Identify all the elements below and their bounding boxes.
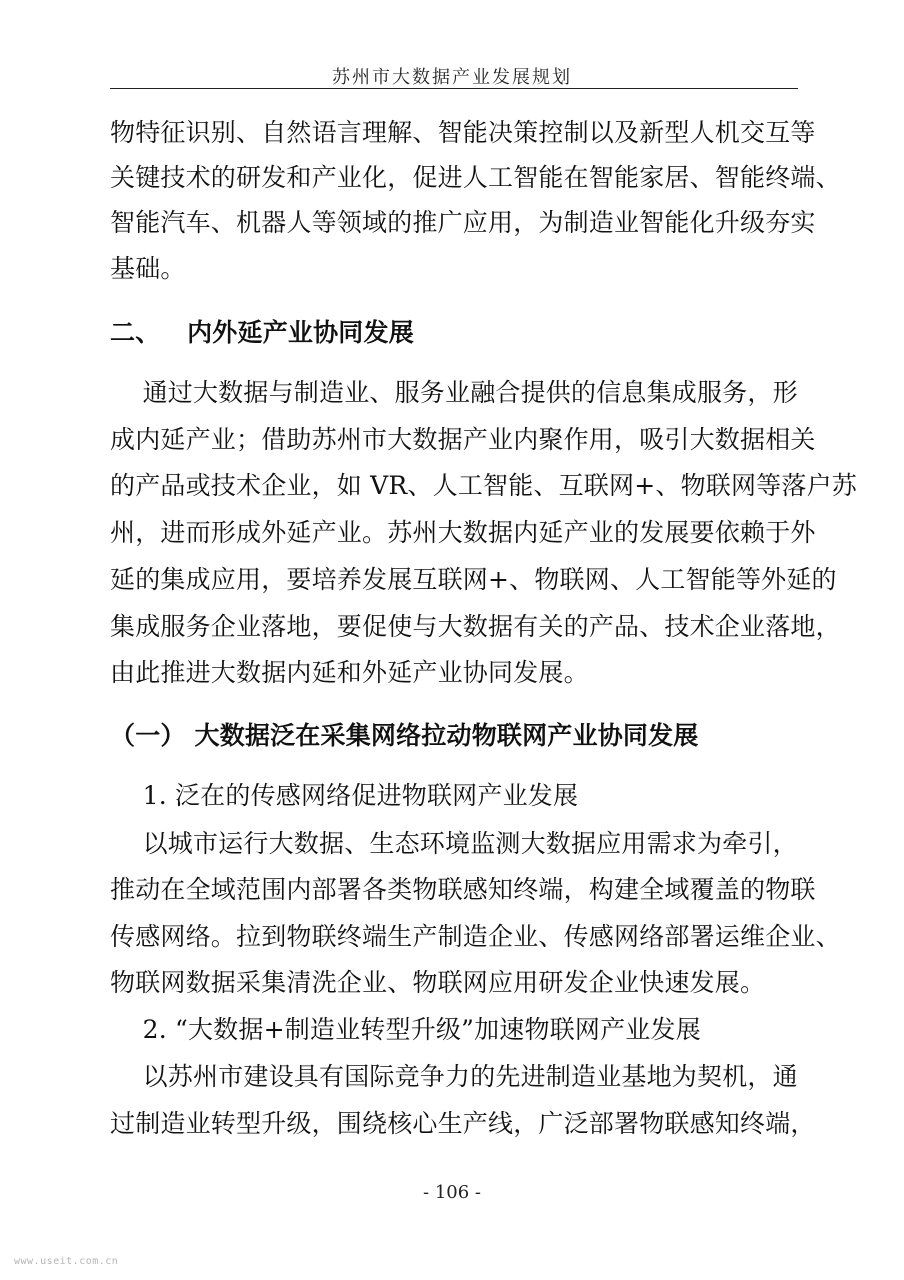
numbered-item-heading: 1. 泛在的传感网络促进物联网产业发展 <box>110 781 579 810</box>
header-divider <box>110 88 798 89</box>
body-line: 基础。 <box>110 254 186 283</box>
body-line: 推动在全域范围内部署各类物联感知终端，构建全域覆盖的物联 <box>110 875 816 904</box>
body-line: 以城市运行大数据、生态环境监测大数据应用需求为牵引， <box>110 829 798 858</box>
body-line: 成内延产业；借助苏州市大数据产业内聚作用，吸引大数据相关 <box>110 425 816 454</box>
body-line: 延的集成应用，要培养发展互联网+、物联网、人工智能等外延的 <box>110 565 837 594</box>
body-line: 物联网数据采集清洗企业、物联网应用研发企业快速发展。 <box>110 968 766 997</box>
page-number: - 106 - <box>423 1182 481 1203</box>
section-heading: 二、 内外延产业协同发展 <box>110 318 414 347</box>
page-header-title: 苏州市大数据产业发展规划 <box>332 67 572 88</box>
body-line: 过制造业转型升级，围绕核心生产线，广泛部署物联感知终端， <box>110 1109 816 1138</box>
body-line: 的产品或技术企业，如 VR、人工智能、互联网+、物联网等落户苏 <box>110 471 857 500</box>
body-line: 智能汽车、机器人等领域的推广应用，为制造业智能化升级夯实 <box>110 208 816 237</box>
body-line: 物特征识别、自然语言理解、智能决策控制以及新型人机交互等 <box>110 118 816 147</box>
watermark: www.useit.com.cn <box>14 1256 119 1267</box>
body-line: 由此推进大数据内延和外延产业协同发展。 <box>110 658 589 687</box>
body-line: 传感网络。拉到物联终端生产制造企业、传感网络部署运维企业、 <box>110 922 841 951</box>
numbered-item-heading: 2. “大数据+制造业转型升级”加速物联网产业发展 <box>110 1015 701 1044</box>
body-line: 通过大数据与制造业、服务业融合提供的信息集成服务，形 <box>110 378 798 407</box>
body-line: 关键技术的研发和产业化，促进人工智能在智能家居、智能终端、 <box>110 163 841 192</box>
body-line: 州，进而形成外延产业。苏州大数据内延产业的发展要依赖于外 <box>110 518 816 547</box>
body-line: 以苏州市建设具有国际竞争力的先进制造业基地为契机，通 <box>110 1062 798 1091</box>
subsection-heading: （一） 大数据泛在采集网络拉动物联网产业协同发展 <box>110 721 699 750</box>
body-line: 集成服务企业落地，要促使与大数据有关的产品、技术企业落地， <box>110 612 841 641</box>
